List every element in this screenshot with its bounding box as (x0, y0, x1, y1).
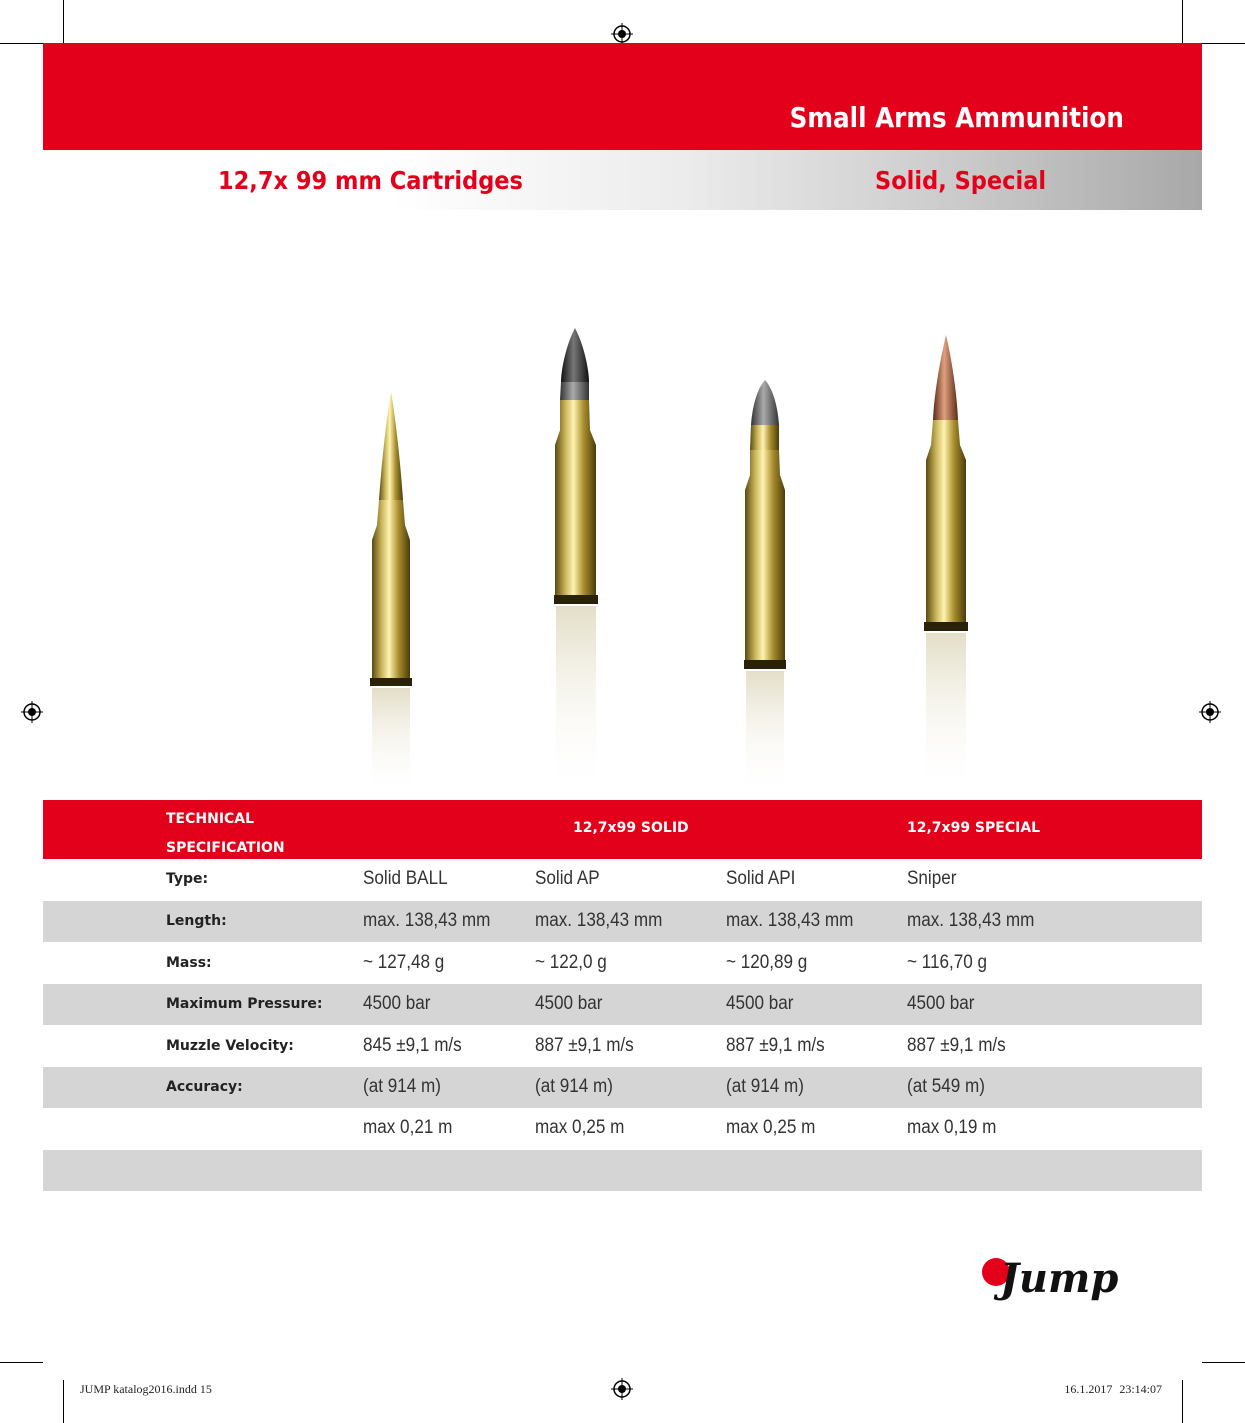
spec-header-label (166, 805, 346, 863)
table-cell: max. 138,43 mm (363, 910, 491, 931)
table-cell: 4500 bar (726, 993, 794, 1014)
table-cell: Solid AP (535, 868, 600, 889)
table-cell: ~ 122,0 g (535, 952, 607, 973)
table-cell: Solid BALL (363, 868, 448, 889)
row-label: Length: (166, 913, 227, 929)
spec-header-line: TECHNICAL (166, 811, 255, 827)
crop-mark (63, 1380, 64, 1423)
row-label: Type: (166, 871, 209, 887)
table-row (43, 1026, 1202, 1067)
spec-group-special: 12,7x99 SPECIAL (907, 820, 1041, 836)
footer-file: JUMP katalog2016.indd 15 (80, 1382, 212, 1396)
jump-logo (978, 1248, 1118, 1308)
spec-group-solid: 12,7x99 SOLID (573, 820, 689, 836)
table-cell: 4500 bar (535, 993, 603, 1014)
table-cell: max. 138,43 mm (726, 910, 854, 931)
cartridge-solid-ball (370, 392, 412, 798)
product-variant: Solid, Special (874, 166, 1046, 195)
table-row (43, 1150, 1202, 1191)
table-cell: Solid API (726, 868, 796, 889)
table-row (43, 901, 1202, 942)
table-cell: max 0,25 m (726, 1117, 816, 1138)
cartridges-photo (0, 300, 1245, 800)
header-band (43, 43, 1202, 150)
cartridge-solid-ap (554, 328, 598, 796)
spec-header-line: SPECIFICATION (166, 840, 285, 856)
cartridge-solid-api (744, 380, 786, 796)
table-cell: 4500 bar (363, 993, 431, 1014)
spec-table-header (43, 800, 1202, 859)
subtitle-band (43, 150, 1202, 210)
table-cell: 4500 bar (907, 993, 975, 1014)
table-row (43, 859, 1202, 900)
row-label: Accuracy: (166, 1079, 243, 1095)
table-cell: ~ 116,70 g (907, 952, 988, 973)
logo-text: Jump (1000, 1255, 1118, 1302)
registration-mark-icon (611, 1378, 633, 1400)
table-cell: max 0,21 m (363, 1117, 453, 1138)
table-cell: Sniper (907, 868, 957, 889)
table-row (43, 943, 1202, 984)
table-cell: 887 ±9,1 m/s (907, 1035, 1006, 1056)
crop-mark (0, 1362, 43, 1363)
table-cell: max. 138,43 mm (535, 910, 663, 931)
table-row (43, 984, 1202, 1025)
table-row (43, 1108, 1202, 1149)
table-cell: 887 ±9,1 m/s (726, 1035, 825, 1056)
row-label: Maximum Pressure: (166, 996, 323, 1012)
crop-mark (1202, 43, 1245, 44)
row-label: Muzzle Velocity: (166, 1038, 294, 1054)
page-title: Small Arms Ammunition (789, 101, 1124, 134)
table-cell: ~ 127,48 g (363, 952, 445, 973)
table-cell: max 0,19 m (907, 1117, 997, 1138)
table-cell: (at 914 m) (363, 1076, 441, 1097)
table-cell: (at 914 m) (535, 1076, 613, 1097)
table-cell: max. 138,43 mm (907, 910, 1035, 931)
crop-mark (0, 43, 43, 44)
table-row (43, 1067, 1202, 1108)
table-cell: max 0,25 m (535, 1117, 625, 1138)
table-cell: 887 ±9,1 m/s (535, 1035, 634, 1056)
crop-mark (1182, 0, 1183, 43)
table-cell: 845 ±9,1 m/s (363, 1035, 462, 1056)
table-cell: (at 914 m) (726, 1076, 804, 1097)
crop-mark (1182, 1380, 1183, 1423)
cartridge-sniper (924, 335, 968, 798)
footer-timestamp: 16.1.2017 23:14:07 (1064, 1382, 1162, 1396)
crop-mark (63, 0, 64, 43)
table-cell: ~ 120,89 g (726, 952, 808, 973)
registration-mark-icon (611, 23, 633, 45)
row-label: Mass: (166, 955, 212, 971)
table-cell: (at 549 m) (907, 1076, 985, 1097)
crop-mark (1202, 1362, 1245, 1363)
product-title: 12,7x 99 mm Cartridges (218, 166, 523, 195)
